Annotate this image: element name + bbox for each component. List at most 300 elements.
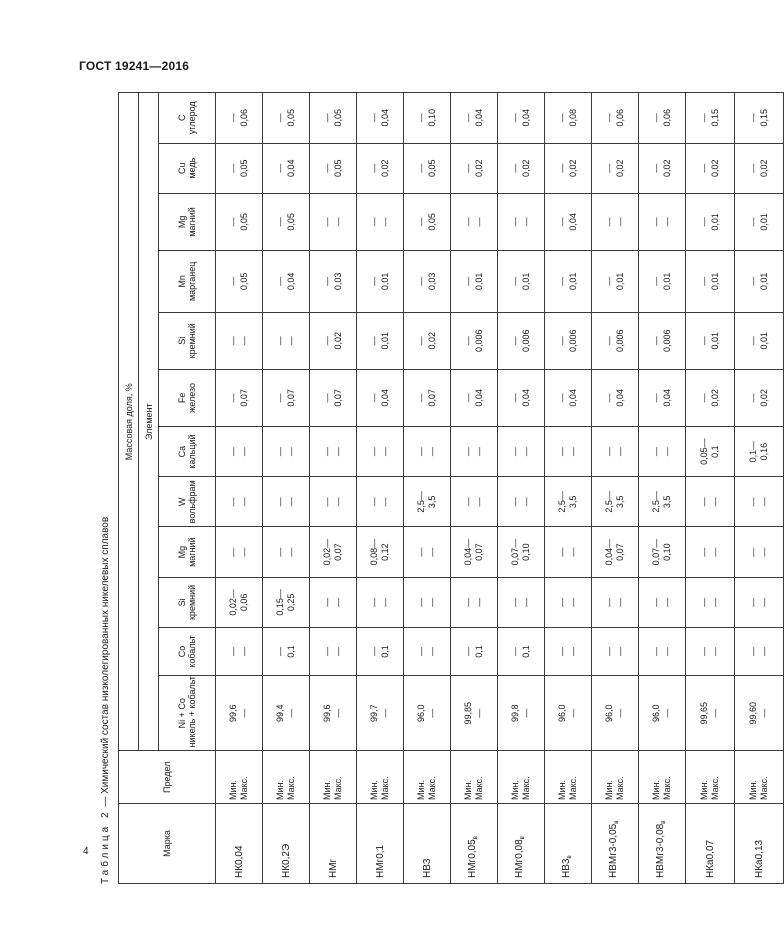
value-cell <box>451 527 498 577</box>
element-symbol: Mg <box>177 215 187 229</box>
max-label: Макс. <box>286 776 296 801</box>
value-max: 0,05 <box>286 109 296 127</box>
value-max: — <box>759 597 769 607</box>
value-min: — <box>748 276 758 286</box>
element-name: кремний <box>187 323 197 359</box>
element-column-header <box>159 193 216 250</box>
value-min: — <box>699 547 709 557</box>
value-cell <box>357 93 404 144</box>
value-cell <box>639 527 686 577</box>
value-max: — <box>239 336 249 346</box>
value-max: — <box>568 708 578 718</box>
value-cell <box>404 676 451 751</box>
value-min: — <box>463 597 473 607</box>
value-max: 0,02 <box>380 159 390 177</box>
value-min: — <box>275 163 285 173</box>
value-cell <box>639 628 686 676</box>
alloy-mark-cell <box>592 804 639 884</box>
value-max: — <box>474 217 484 227</box>
value-cell <box>404 93 451 144</box>
value-cell <box>498 628 545 676</box>
value-max: — <box>710 647 720 657</box>
value-cell <box>357 250 404 312</box>
value-cell <box>498 426 545 476</box>
value-cell <box>357 312 404 369</box>
value-max: — <box>380 497 390 507</box>
value-cell <box>686 676 735 751</box>
value-min: — <box>463 447 473 457</box>
value-cell <box>451 143 498 193</box>
value-max: — <box>710 708 720 718</box>
value-cell <box>639 676 686 751</box>
value-min: 99,6 <box>322 704 332 723</box>
value-min: — <box>557 547 567 557</box>
value-max: 0,04 <box>474 389 484 407</box>
value-cell <box>686 477 735 527</box>
value-cell <box>735 426 784 476</box>
value-cell <box>310 93 357 144</box>
value-min: — <box>604 597 614 607</box>
value-max: — <box>662 597 672 607</box>
value-min: — <box>699 393 709 403</box>
value-max: 0,01 <box>380 331 390 350</box>
value-min: — <box>699 163 709 173</box>
value-max: — <box>286 547 296 557</box>
value-max: — <box>615 708 625 718</box>
alloy-mark: НВМг3-0,08 <box>654 823 666 878</box>
alloy-mark: НК0,04 <box>233 845 245 878</box>
alloy-mark-cell <box>263 804 310 884</box>
value-max: 0,006 <box>521 329 531 352</box>
value-min: — <box>275 497 285 507</box>
alloy-mark-subscript: в <box>519 836 526 840</box>
element-column-header <box>159 676 216 751</box>
value-min: — <box>510 276 520 286</box>
value-cell <box>357 143 404 193</box>
value-cell <box>639 369 686 426</box>
value-cell <box>357 369 404 426</box>
value-min: — <box>369 447 379 457</box>
value-max: 0,02 <box>759 159 769 177</box>
element-column-header <box>159 250 216 312</box>
max-label: Макс. <box>568 776 578 801</box>
value-cell <box>404 369 451 426</box>
alloy-mark: НКа0,07 <box>704 839 716 878</box>
value-max: 0,01 <box>759 213 769 231</box>
alloy-mark-cell <box>216 804 263 884</box>
value-max: — <box>521 497 531 507</box>
max-label: Макс. <box>521 776 531 801</box>
value-max: 0,15 <box>710 109 720 127</box>
value-min: 0,07— <box>651 538 661 566</box>
value-min: — <box>463 113 473 123</box>
value-max: — <box>333 708 343 718</box>
value-cell <box>735 477 784 527</box>
element-name: кобальт <box>187 635 197 668</box>
value-max: 0,006 <box>615 329 625 352</box>
value-min: — <box>510 163 520 173</box>
value-max: — <box>427 647 437 657</box>
value-min: — <box>228 647 238 657</box>
value-min: — <box>369 497 379 507</box>
value-min: — <box>604 113 614 123</box>
value-max: 0,05 <box>333 159 343 177</box>
limit-cell <box>639 751 686 804</box>
limit-cell <box>357 751 404 804</box>
value-min: 2,5— <box>604 491 614 513</box>
value-min: — <box>748 336 758 346</box>
value-cell <box>545 312 592 369</box>
value-min: — <box>275 547 285 557</box>
value-max: 0,05 <box>239 213 249 231</box>
max-label: Макс. <box>239 776 249 801</box>
value-cell <box>545 250 592 312</box>
value-cell <box>404 628 451 676</box>
value-cell <box>263 312 310 369</box>
value-cell <box>404 426 451 476</box>
alloy-mark-cell <box>545 804 592 884</box>
value-min: 0,08— <box>369 538 379 566</box>
value-cell <box>545 143 592 193</box>
limit-cell <box>735 751 784 804</box>
value-cell <box>451 369 498 426</box>
value-min: 96,0 <box>604 704 614 723</box>
value-min: — <box>699 597 709 607</box>
value-min: — <box>275 113 285 123</box>
element-column-header <box>159 143 216 193</box>
value-max: 3,5 <box>568 495 578 509</box>
alloy-mark-subscript: в <box>660 820 667 824</box>
value-min: — <box>369 113 379 123</box>
element-symbol: Si <box>177 598 187 607</box>
value-cell <box>310 577 357 627</box>
value-max: 0,01 <box>568 272 578 291</box>
value-cell <box>686 628 735 676</box>
value-min: — <box>699 336 709 346</box>
max-label: Макс. <box>710 776 720 801</box>
element-name: кремний <box>187 584 197 620</box>
table-row <box>357 93 404 884</box>
value-min: — <box>275 217 285 227</box>
value-max: — <box>759 547 769 557</box>
value-cell <box>216 93 263 144</box>
value-min: — <box>651 647 661 657</box>
value-max: — <box>333 217 343 227</box>
alloy-mark-subscript: в <box>566 855 573 859</box>
mark-column-header: Марка <box>119 804 216 884</box>
value-max: 0,04 <box>380 389 390 407</box>
value-max: — <box>239 447 249 457</box>
value-cell <box>686 577 735 627</box>
element-name: магний <box>187 537 197 567</box>
value-min: — <box>369 163 379 173</box>
value-min: — <box>275 647 285 657</box>
value-cell <box>263 426 310 476</box>
value-cell <box>310 477 357 527</box>
value-max: — <box>239 708 249 718</box>
alloy-mark: НВ3 <box>560 858 572 878</box>
value-cell <box>216 477 263 527</box>
value-min: — <box>604 647 614 657</box>
value-cell <box>735 577 784 627</box>
value-cell <box>404 527 451 577</box>
alloy-mark-cell <box>686 804 735 884</box>
value-min: — <box>322 447 332 457</box>
value-max: — <box>427 708 437 718</box>
value-min: — <box>275 276 285 286</box>
value-min: 2,5— <box>416 491 426 513</box>
element-symbol: W <box>177 497 187 507</box>
value-min: — <box>228 336 238 346</box>
table-row <box>310 93 357 884</box>
value-min: — <box>463 647 473 657</box>
value-cell <box>310 369 357 426</box>
value-cell <box>592 577 639 627</box>
value-max: 0,16 <box>759 442 769 461</box>
value-cell <box>263 477 310 527</box>
value-max: — <box>568 647 578 657</box>
value-min: — <box>463 276 473 286</box>
value-min: 0,07— <box>510 538 520 566</box>
min-label: Мин. <box>699 780 709 801</box>
value-cell <box>686 369 735 426</box>
element-symbol: Fe <box>177 392 187 404</box>
value-min: — <box>651 113 661 123</box>
value-min: — <box>369 393 379 403</box>
value-cell <box>592 628 639 676</box>
page-number: 4 <box>83 846 89 857</box>
value-min: — <box>322 597 332 607</box>
value-cell <box>357 676 404 751</box>
value-min: — <box>651 276 661 286</box>
value-min: — <box>699 113 709 123</box>
value-max: 0,07 <box>333 389 343 407</box>
value-max: 0,10 <box>427 109 437 127</box>
value-min: — <box>228 276 238 286</box>
value-max: 0,02 <box>662 159 672 177</box>
value-cell <box>404 250 451 312</box>
value-cell <box>592 477 639 527</box>
value-min: — <box>322 497 332 507</box>
value-cell <box>310 250 357 312</box>
value-cell <box>357 477 404 527</box>
value-min: — <box>651 163 661 173</box>
value-min: — <box>416 547 426 557</box>
value-min: 0,05— <box>699 438 709 465</box>
value-min: — <box>557 163 567 173</box>
value-max: 0,07 <box>427 389 437 407</box>
value-cell <box>592 527 639 577</box>
value-max: — <box>333 647 343 657</box>
value-max: 0,07 <box>333 543 343 561</box>
value-cell <box>498 577 545 627</box>
value-max: 0,05 <box>333 109 343 127</box>
value-min: — <box>748 497 758 507</box>
value-max: 0,02 <box>333 331 343 350</box>
value-min: 99,7 <box>369 704 379 723</box>
value-max: 3,5 <box>427 495 437 509</box>
value-cell <box>310 426 357 476</box>
table-row <box>735 93 784 884</box>
value-cell <box>592 312 639 369</box>
value-cell <box>686 312 735 369</box>
value-min: — <box>228 217 238 227</box>
value-min: — <box>369 336 379 346</box>
limit-cell <box>216 751 263 804</box>
value-cell <box>357 426 404 476</box>
limit-cell <box>310 751 357 804</box>
value-max: 0,05 <box>427 213 437 231</box>
value-max: — <box>615 217 625 227</box>
value-min: — <box>416 447 426 457</box>
element-column-header <box>159 312 216 369</box>
element-header: Элемент <box>139 93 159 751</box>
value-min: — <box>416 113 426 123</box>
value-cell <box>545 426 592 476</box>
value-cell <box>310 193 357 250</box>
value-min: — <box>416 276 426 286</box>
value-min: 99,4 <box>275 704 285 723</box>
value-min: — <box>322 393 332 403</box>
rotated-table-area <box>94 92 769 884</box>
value-max: — <box>615 597 625 607</box>
value-max: — <box>615 447 625 457</box>
value-max: — <box>474 708 484 718</box>
value-min: — <box>369 217 379 227</box>
value-min: — <box>604 393 614 403</box>
value-cell <box>592 250 639 312</box>
value-min: — <box>510 113 520 123</box>
max-label: Макс. <box>474 776 484 801</box>
element-symbol: Si <box>177 336 187 345</box>
value-min: — <box>275 447 285 457</box>
value-cell <box>545 676 592 751</box>
value-cell <box>735 676 784 751</box>
value-max: — <box>521 447 531 457</box>
value-cell <box>735 312 784 369</box>
element-symbol: Co <box>177 645 187 658</box>
value-min: 2,5— <box>557 491 567 513</box>
value-max: 0,04 <box>380 109 390 127</box>
value-max: 0,06 <box>239 109 249 127</box>
value-max: — <box>759 647 769 657</box>
value-min: — <box>510 336 520 346</box>
value-cell <box>404 477 451 527</box>
value-min: — <box>557 647 567 657</box>
value-max: — <box>662 447 672 457</box>
value-min: 0,04— <box>604 538 614 566</box>
value-max: 0,1 <box>474 645 484 658</box>
value-cell <box>686 193 735 250</box>
value-cell <box>216 143 263 193</box>
value-min: — <box>416 163 426 173</box>
value-max: 0,04 <box>286 159 296 177</box>
min-label: Мин. <box>369 780 379 801</box>
value-cell <box>263 143 310 193</box>
element-column-header <box>159 527 216 577</box>
value-max: — <box>239 497 249 507</box>
value-cell <box>263 369 310 426</box>
value-max: 0,1 <box>710 445 720 458</box>
value-cell <box>498 250 545 312</box>
value-cell <box>216 426 263 476</box>
value-max: — <box>759 708 769 718</box>
value-min: — <box>463 497 473 507</box>
value-cell <box>310 628 357 676</box>
value-min: 0,02— <box>228 589 238 616</box>
limit-cell <box>686 751 735 804</box>
value-min: — <box>604 447 614 457</box>
value-max: 0,01 <box>474 272 484 291</box>
composition-table <box>118 92 784 884</box>
element-name: медь <box>187 157 197 179</box>
value-cell <box>639 193 686 250</box>
value-min: — <box>322 217 332 227</box>
value-min: — <box>322 276 332 286</box>
value-cell <box>498 676 545 751</box>
value-max: — <box>286 447 296 457</box>
min-label: Мин. <box>463 780 473 801</box>
value-min: — <box>369 276 379 286</box>
value-max: — <box>710 597 720 607</box>
value-min: 0,15— <box>275 589 285 616</box>
value-max: — <box>333 497 343 507</box>
value-min: — <box>748 647 758 657</box>
alloy-mark: НВМг3-0,05 <box>607 823 619 878</box>
value-max: 0,05 <box>427 159 437 177</box>
alloy-mark-cell <box>498 804 545 884</box>
value-min: — <box>463 393 473 403</box>
value-max: 0,06 <box>239 593 249 612</box>
value-cell <box>686 143 735 193</box>
value-cell <box>451 312 498 369</box>
value-min: — <box>699 276 709 286</box>
value-max: 0,25 <box>286 593 296 612</box>
table-row <box>451 93 498 884</box>
value-cell <box>216 193 263 250</box>
table-row <box>263 93 310 884</box>
value-min: 99,6 <box>228 704 238 723</box>
value-cell <box>498 193 545 250</box>
value-max: 0,06 <box>662 109 672 127</box>
value-cell <box>263 676 310 751</box>
min-label: Мин. <box>322 780 332 801</box>
value-min: — <box>699 647 709 657</box>
value-min: 99,85 <box>463 701 473 725</box>
value-min: — <box>651 336 661 346</box>
table-caption-text: — Химический состав низколегированных никелевых сплавов <box>100 516 111 807</box>
limit-cell <box>451 751 498 804</box>
element-symbol: Mn <box>177 275 187 288</box>
alloy-mark: НВ3 <box>421 858 433 878</box>
alloy-mark: НМг0,1 <box>374 844 386 878</box>
value-cell <box>310 143 357 193</box>
element-name: углерод <box>187 101 197 135</box>
limit-cell <box>545 751 592 804</box>
value-min: — <box>748 547 758 557</box>
table-row <box>404 93 451 884</box>
value-min: 99,60 <box>748 701 758 725</box>
min-label: Мин. <box>604 780 614 801</box>
value-cell <box>357 193 404 250</box>
value-cell <box>451 628 498 676</box>
element-symbol: Mg <box>177 545 187 559</box>
value-cell <box>592 193 639 250</box>
value-max: 0,04 <box>474 109 484 127</box>
value-max: 0,05 <box>239 272 249 291</box>
value-max: 0,01 <box>759 272 769 291</box>
alloy-mark: НК0,2Э <box>280 843 292 878</box>
